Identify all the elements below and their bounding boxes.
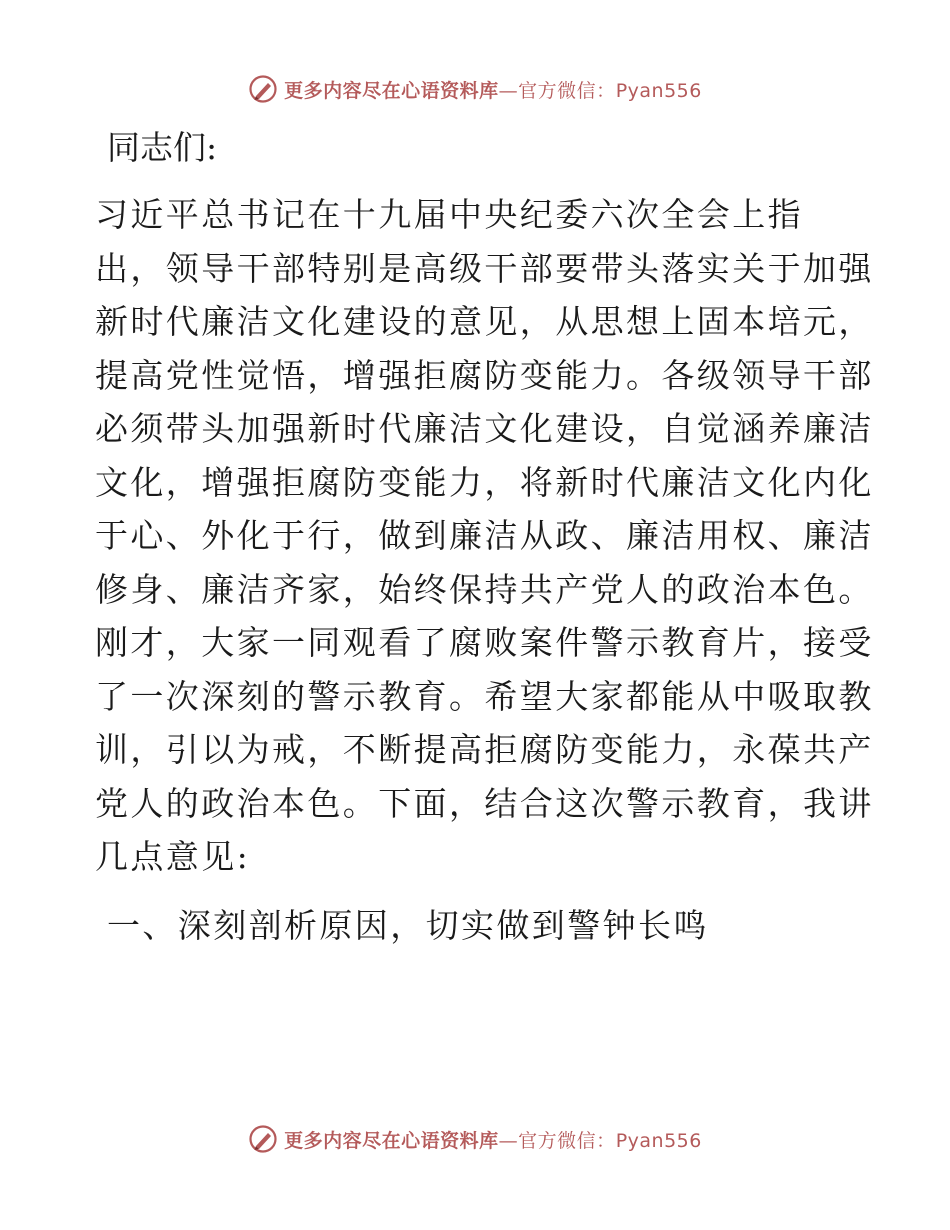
paragraph-line: 几点意见: bbox=[95, 837, 251, 876]
paragraph-line: 文化，增强拒腐防变能力，将新时代廉洁文化内化 bbox=[95, 462, 874, 502]
watermark-brand: 更多内容尽在心语资料库 bbox=[284, 1129, 499, 1152]
header-watermark bbox=[0, 74, 950, 104]
paragraph-line: 习近平总书记在十九届中央纪委六次全会上指 bbox=[95, 195, 803, 234]
watermark-brand: 更多内容尽在心语资料库 bbox=[284, 79, 499, 102]
watermark-separator: — bbox=[498, 79, 519, 102]
paragraph-line: 提高党性觉悟，增强拒腐防变能力。各级领导干部 bbox=[95, 355, 874, 395]
watermark-label: 官方微信： bbox=[518, 79, 616, 102]
watermark-text bbox=[284, 1126, 702, 1153]
section-heading: 一、深刻剖析原因，切实做到警钟长鸣 bbox=[107, 905, 709, 945]
paragraph-line: 必须带头加强新时代廉洁文化建设，自觉涵养廉洁 bbox=[95, 409, 874, 448]
watermark-separator: — bbox=[498, 1129, 519, 1152]
paragraph-line: 了一次深刻的警示教育。希望大家都能从中吸取教 bbox=[95, 676, 874, 716]
watermark-handle: Pyan556 bbox=[615, 1129, 702, 1152]
paragraph-line: 党人的政治本色。下面，结合这次警示教育，我讲 bbox=[95, 783, 874, 823]
paragraph-line: 新时代廉洁文化建设的意见，从思想上固本培元， bbox=[95, 302, 874, 341]
paragraph-line: 于心、外化于行，做到廉洁从政、廉洁用权、廉洁 bbox=[95, 516, 874, 555]
watermark-handle: Pyan556 bbox=[615, 79, 702, 102]
pen-logo-icon bbox=[248, 1124, 278, 1154]
document-body bbox=[95, 122, 874, 952]
footer-watermark bbox=[0, 1124, 950, 1154]
watermark-text bbox=[284, 76, 702, 103]
paragraph-line: 刚才，大家一同观看了腐败案件警示教育片，接受 bbox=[95, 623, 874, 662]
salutation: 同志们: bbox=[107, 128, 218, 167]
paragraph-line: 修身、廉洁齐家，始终保持共产党人的政治本色。 bbox=[95, 569, 874, 609]
paragraph-line: 出，领导干部特别是高级干部要带头落实关于加强 bbox=[95, 248, 874, 288]
pen-logo-icon bbox=[248, 74, 278, 104]
paragraph-line: 训，引以为戒，不断提高拒腐防变能力，永葆共产 bbox=[95, 730, 874, 769]
watermark-label: 官方微信： bbox=[518, 1129, 616, 1152]
main-paragraph bbox=[95, 188, 874, 884]
